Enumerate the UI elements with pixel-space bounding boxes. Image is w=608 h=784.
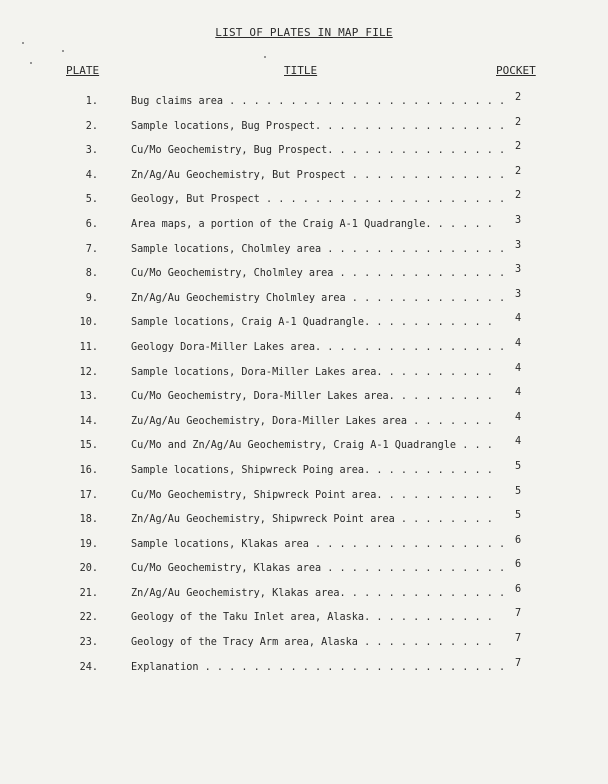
plate-number: 21. [79, 587, 98, 599]
plate-number: 22. [79, 612, 98, 624]
plate-number: 13. [79, 391, 98, 403]
plate-title: Zu/Ag/Au Geochemistry, Dora-Miller Lakes area [131, 415, 408, 427]
plate-title: Cu/Mo Geochemistry, Shipwreck Point area. [131, 489, 383, 501]
document-title: LIST OF PLATES IN MAP FILE [215, 26, 393, 39]
plate-number: 6. [85, 218, 98, 230]
plate-title: Zn/Ag/Au Geochemistry Cholmley area [131, 292, 346, 304]
plate-number: 23. [79, 637, 98, 649]
leader-dots: . . . . . . . . . . . . . . . [321, 341, 506, 353]
plate-number: 18. [79, 514, 98, 526]
plate-entry [131, 662, 505, 673]
pocket-number: 5 [515, 460, 522, 472]
plate-entry [131, 416, 493, 427]
leader-dots: . . . . . . . . . . . . . . [333, 145, 506, 157]
leader-dots: . . . . . . . . . . [370, 612, 493, 624]
plate-title: Geology Dora-Miller Lakes area. [131, 341, 322, 353]
pocket-number: 4 [515, 387, 522, 399]
pocket-number: 7 [515, 633, 522, 645]
plate-column-header: PLATE [66, 64, 100, 77]
plate-number: 2. [85, 120, 98, 132]
leader-dots: . . . . . . . . . . . . . . . . . . . . . . . [223, 96, 506, 107]
plate-number: 19. [79, 538, 98, 550]
leader-dots: . . . . . . . . . . [370, 464, 493, 476]
plate-entry [131, 170, 505, 181]
pocket-number: 4 [515, 362, 522, 374]
plate-list [0, 92, 608, 686]
plate-title: Geology of the Tracy Arm area, Alaska [131, 637, 358, 649]
leader-dots: . . . . . . . . . . . . . . . [321, 243, 506, 255]
plate-title: Sample locations, Bug Prospect. [131, 120, 322, 132]
plate-title: Cu/Mo Geochemistry, Bug Prospect. [131, 145, 334, 157]
leader-dots: . . . [456, 440, 493, 452]
paper-speck [30, 62, 32, 64]
plate-number: 20. [79, 563, 98, 575]
plate-title: Sample locations, Shipwreck Poing area. [131, 464, 371, 476]
plate-entry [131, 342, 505, 353]
pocket-number: 6 [515, 583, 522, 595]
pocket-number: 2 [515, 165, 522, 177]
pocket-number: 3 [515, 264, 522, 276]
leader-dots: . . . . . . . . . . . . . . . . . . . . [259, 194, 506, 206]
plate-number: 4. [85, 169, 98, 181]
plate-number: 14. [79, 415, 98, 427]
plate-title: Zn/Ag/Au Geochemistry, Shipwreck Point area [131, 514, 395, 526]
plate-number: 10. [79, 317, 98, 329]
plate-entry [131, 465, 493, 476]
plate-number: 5. [85, 194, 98, 206]
pocket-number: 2 [515, 92, 522, 103]
leader-dots: . . . . . . . . . . . . . . . [321, 563, 506, 575]
plate-title: Explanation [131, 661, 199, 673]
plate-number: 8. [85, 268, 98, 280]
leader-dots: . . . . . . . . . . . . . . . . [308, 538, 506, 550]
leader-dots: . . . . . . . . . . . . . [345, 169, 506, 181]
plate-entry [131, 588, 505, 599]
leader-dots: . . . . . . . . . . . . . . [333, 268, 506, 280]
pocket-number: 7 [515, 608, 522, 620]
plate-entry [131, 637, 493, 648]
plate-entry [131, 244, 505, 255]
pocket-number: 3 [515, 239, 522, 251]
plate-number: 3. [85, 145, 98, 157]
leader-dots: . . . . . . . . . . . . . [345, 587, 506, 599]
leader-dots: . . . . . . . . . . [370, 317, 493, 329]
plate-title: Cu/Mo Geochemistry, Klakas area [131, 563, 322, 575]
leader-dots: . . . . . [431, 218, 493, 230]
leader-dots: . . . . . . . . . [382, 366, 493, 378]
paper-speck [62, 50, 64, 52]
plate-entry [131, 145, 505, 156]
plate-title: Zn/Ag/Au Geochemistry, Klakas area. [131, 587, 346, 599]
plate-entry [131, 440, 493, 451]
plate-number: 12. [79, 366, 98, 378]
plate-entry [131, 563, 505, 574]
pocket-number: 5 [515, 485, 522, 497]
plate-entry [131, 539, 505, 550]
leader-dots: . . . . . . . [407, 415, 493, 427]
plate-entry [131, 490, 493, 501]
plate-entry [131, 219, 493, 230]
plate-number: 24. [79, 661, 98, 673]
leader-dots: . . . . . . . . [394, 514, 493, 526]
leader-dots: . . . . . . . . . . . . . . . . . . . . . . . . . [198, 661, 506, 673]
plate-row [0, 657, 608, 687]
plate-title: Cu/Mo and Zn/Ag/Au Geochemistry, Craig A-1 Quadrangle [131, 440, 457, 452]
plate-number: 16. [79, 464, 98, 476]
plate-title: Sample locations, Craig A-1 Quadrangle. [131, 317, 371, 329]
plate-title: Cu/Mo Geochemistry, Dora-Miller Lakes area. [131, 391, 395, 403]
pocket-number: 2 [515, 190, 522, 202]
pocket-number: 4 [515, 411, 522, 423]
plate-entry [131, 121, 505, 132]
plate-entry [131, 391, 493, 402]
plate-entry [131, 293, 505, 304]
leader-dots: . . . . . . . . . . . [357, 637, 493, 649]
plate-title: Geology of the Taku Inlet area, Alaska. [131, 612, 371, 624]
pocket-number: 2 [515, 141, 522, 153]
plate-title: Area maps, a portion of the Craig A-1 Quadrangle. [131, 218, 432, 230]
plate-number: 9. [85, 292, 98, 304]
plate-entry [131, 96, 505, 107]
plate-number: 1. [85, 96, 98, 107]
plate-title: Bug claims area [131, 96, 224, 107]
plate-title: Sample locations, Dora-Miller Lakes area. [131, 366, 383, 378]
plate-entry [131, 194, 505, 205]
pocket-number: 3 [515, 288, 522, 300]
pocket-number: 2 [515, 116, 522, 128]
pocket-number: 4 [515, 313, 522, 325]
plate-title: Sample locations, Cholmley area [131, 243, 322, 255]
pocket-number: 6 [515, 534, 522, 546]
plate-number: 11. [79, 341, 98, 353]
leader-dots: . . . . . . . . . [382, 489, 493, 501]
plate-entry [131, 367, 493, 378]
plate-entry [131, 268, 505, 279]
leader-dots: . . . . . . . . [394, 391, 493, 403]
plate-title: Geology, But Prospect [131, 194, 260, 206]
plate-number: 15. [79, 440, 98, 452]
leader-dots: . . . . . . . . . . . . . . . [321, 120, 506, 132]
plate-entry [131, 612, 493, 623]
pocket-number: 5 [515, 510, 522, 522]
plate-number: 17. [79, 489, 98, 501]
plate-title: Sample locations, Klakas area [131, 538, 309, 550]
pocket-number: 4 [515, 337, 522, 349]
pocket-number: 3 [515, 214, 522, 226]
plate-entry [131, 317, 493, 328]
plate-entry [131, 514, 493, 525]
title-column-header: TITLE [284, 64, 318, 77]
plate-title: Zn/Ag/Au Geochemistry, But Prospect [131, 169, 346, 181]
pocket-number: 4 [515, 436, 522, 448]
pocket-number: 7 [515, 657, 522, 669]
pocket-column-header: POCKET [496, 64, 536, 77]
paper-speck [22, 42, 24, 44]
plate-number: 7. [85, 243, 98, 255]
pocket-number: 6 [515, 559, 522, 571]
paper-speck [264, 56, 266, 58]
plate-title: Cu/Mo Geochemistry, Cholmley area [131, 268, 334, 280]
leader-dots: . . . . . . . . . . . . . [345, 292, 506, 304]
